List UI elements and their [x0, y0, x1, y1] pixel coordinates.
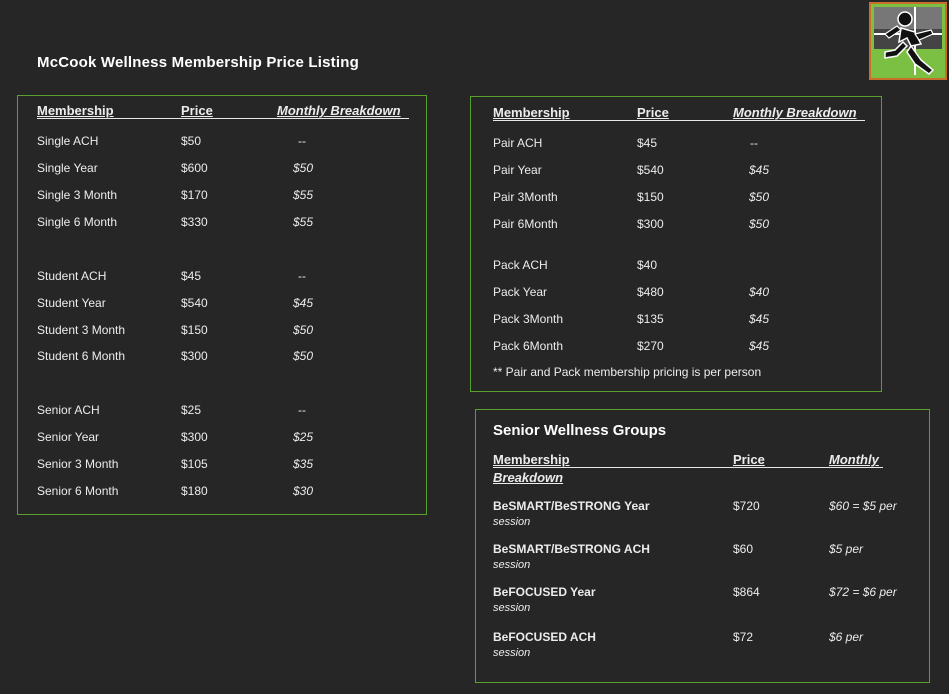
membership-name: Pack Year: [493, 285, 548, 299]
group-session-label: session: [493, 516, 531, 528]
header-underline: [493, 120, 865, 121]
monthly-breakdown: $45: [749, 312, 770, 326]
group-name: BeFOCUSED ACH: [493, 630, 596, 644]
price-column-header: Price: [637, 105, 669, 120]
monthly-breakdown: --: [298, 134, 306, 148]
group-price: $720: [733, 499, 760, 513]
membership-name: Student 6 Month: [37, 349, 126, 363]
group-monthly: $72 = $6 per: [829, 585, 897, 599]
membership-name: Pack ACH: [493, 258, 548, 272]
breakdown-header-continuation: Breakdown: [493, 470, 564, 485]
membership-price: $180: [181, 484, 208, 498]
membership-price: $540: [637, 163, 664, 177]
group-monthly: $5 per: [829, 542, 864, 556]
group-monthly: $60 = $5 per: [829, 499, 897, 513]
membership-name: Single ACH: [37, 134, 99, 148]
group-name: BeSMART/BeSTRONG ACH: [493, 542, 650, 556]
monthly-breakdown: $55: [293, 215, 314, 229]
header-underline: [37, 118, 409, 119]
group-name: BeSMART/BeSTRONG Year: [493, 499, 650, 513]
membership-name: Pair ACH: [493, 136, 543, 150]
membership-name: Pair 6Month: [493, 217, 558, 231]
membership-name: Single 3 Month: [37, 188, 118, 202]
membership-price: $480: [637, 285, 664, 299]
price-column-header: Price: [181, 103, 213, 118]
membership-name: Student 3 Month: [37, 323, 126, 337]
monthly-breakdown: --: [298, 269, 306, 283]
membership-name: Student ACH: [37, 269, 107, 283]
monthly-breakdown: $45: [749, 163, 770, 177]
monthly-column-header: Monthly: [829, 452, 879, 467]
group-session-label: session: [493, 559, 531, 571]
monthly-breakdown: $40: [749, 285, 770, 299]
membership-price: $150: [181, 323, 208, 337]
membership-name: Pair 3Month: [493, 190, 558, 204]
group-session-label: session: [493, 602, 531, 614]
membership-name: Pair Year: [493, 163, 542, 177]
membership-name: Pack 6Month: [493, 339, 564, 353]
monthly-breakdown: $50: [749, 190, 770, 204]
membership-name: Single Year: [37, 161, 98, 175]
membership-price: $150: [637, 190, 664, 204]
membership-price: $540: [181, 296, 208, 310]
monthly-breakdown: --: [298, 403, 306, 417]
monthly-breakdown: $30: [293, 484, 314, 498]
membership-name: Senior 3 Month: [37, 457, 119, 471]
monthly-breakdown: $45: [749, 339, 770, 353]
pricing-note: ** Pair and Pack membership pricing is per person: [493, 365, 762, 379]
monthly-breakdown: $50: [293, 161, 314, 175]
membership-name: Single 6 Month: [37, 215, 118, 229]
monthly-breakdown: $50: [293, 323, 314, 337]
monthly-breakdown: $35: [293, 457, 314, 471]
monthly-breakdown-column-header: Monthly Breakdown: [277, 103, 401, 118]
membership-column-header: Membership: [493, 452, 570, 467]
running-person-logo: [869, 2, 947, 80]
membership-price: $300: [181, 430, 208, 444]
page-title: McCook Wellness Membership Price Listing: [37, 54, 359, 71]
monthly-breakdown: $50: [749, 217, 770, 231]
monthly-breakdown: $50: [293, 349, 314, 363]
membership-price: $45: [637, 136, 658, 150]
price-column-header: Price: [733, 452, 765, 467]
membership-price: $170: [181, 188, 208, 202]
membership-name: Senior Year: [37, 430, 100, 444]
header-underline: [493, 467, 883, 468]
monthly-breakdown: $25: [293, 430, 314, 444]
membership-price: $600: [181, 161, 208, 175]
monthly-breakdown-column-header: Monthly Breakdown: [733, 105, 857, 120]
monthly-breakdown: --: [750, 136, 758, 150]
group-session-label: session: [493, 647, 531, 659]
membership-column-header: Membership: [493, 105, 570, 120]
membership-price: $25: [181, 403, 202, 417]
membership-price: $45: [181, 269, 202, 283]
membership-price: $135: [637, 312, 664, 326]
membership-price: $270: [637, 339, 664, 353]
membership-column-header: Membership: [37, 103, 114, 118]
membership-name: Senior 6 Month: [37, 484, 119, 498]
membership-price: $50: [181, 134, 202, 148]
membership-price: $300: [181, 349, 208, 363]
monthly-breakdown: $55: [293, 188, 314, 202]
membership-price: $105: [181, 457, 208, 471]
monthly-breakdown: $45: [293, 296, 314, 310]
group-price: $60: [733, 542, 754, 556]
membership-name: Student Year: [37, 296, 106, 310]
group-monthly: $6 per: [829, 630, 864, 644]
membership-price: $300: [637, 217, 664, 231]
membership-name: Senior ACH: [37, 403, 100, 417]
membership-price: $40: [637, 258, 658, 272]
group-price: $864: [733, 585, 760, 599]
membership-name: Pack 3Month: [493, 312, 564, 326]
membership-price: $330: [181, 215, 208, 229]
senior-groups-title: Senior Wellness Groups: [493, 422, 667, 439]
group-price: $72: [733, 630, 754, 644]
group-name: BeFOCUSED Year: [493, 585, 596, 599]
